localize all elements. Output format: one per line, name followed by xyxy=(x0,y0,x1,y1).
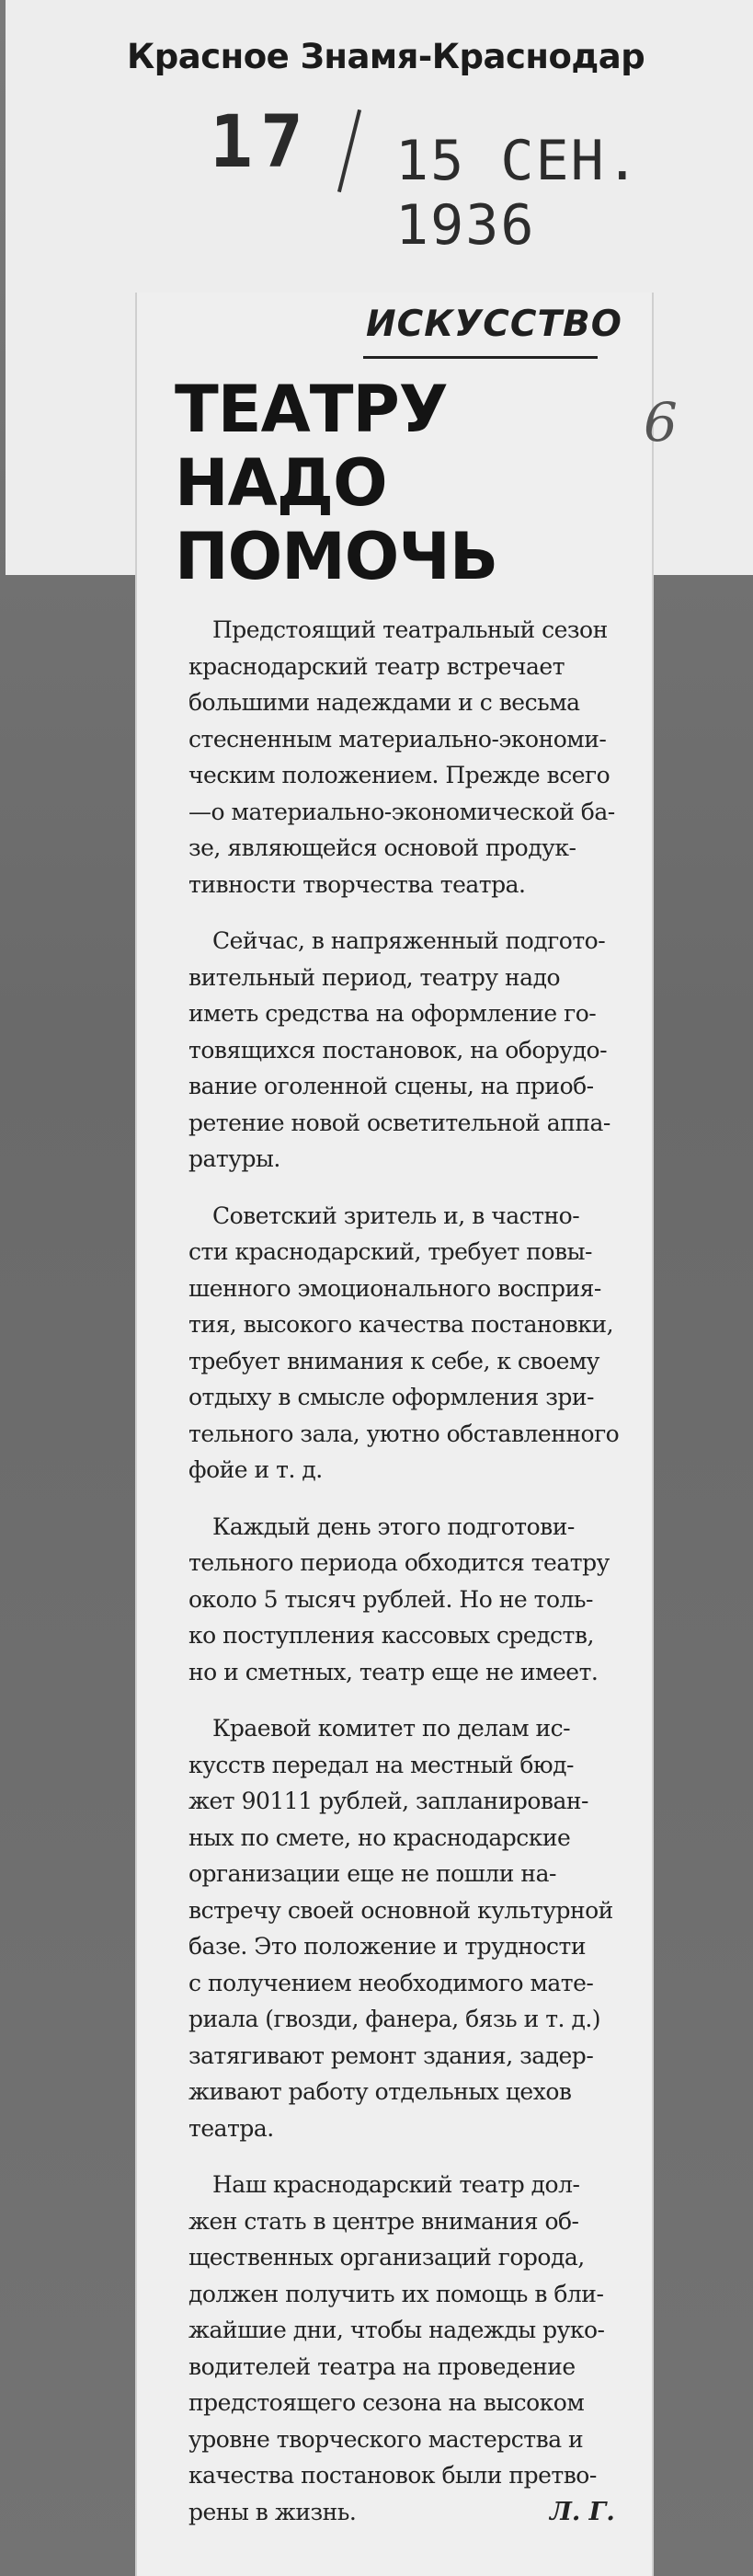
paragraph-gap xyxy=(188,1690,637,1710)
article-line: ретение новой осветительной аппа- xyxy=(188,1109,610,1136)
article-line: щественных организаций города, xyxy=(188,2244,585,2271)
article-paragraph xyxy=(188,1198,637,1489)
article-line: жен стать в центре внимания об- xyxy=(188,2207,579,2235)
article-line: большими надеждами и с весьма xyxy=(188,689,580,716)
article-line: Наш краснодарский театр дол- xyxy=(212,2171,580,2198)
article-line: но и сметных, театр еще не имеет. xyxy=(188,1658,599,1685)
article-line: стесненным материально-экономи- xyxy=(188,725,607,753)
article-headline xyxy=(175,373,497,593)
article-line: предстоящего сезона на высоком xyxy=(188,2389,585,2416)
issue-number-stamp: 17 xyxy=(210,101,311,184)
article-line: Каждый день этого подготови- xyxy=(212,1512,575,1540)
article-line: затягивают ремонт здания, задер- xyxy=(188,2041,594,2069)
article-line: живают работу отдельных цехов xyxy=(188,2078,572,2105)
article-line: кусств передал на местный бюд- xyxy=(188,1751,574,1778)
article-line: отдыху в смысле оформления зри- xyxy=(188,1384,595,1410)
article-line: зе, являющейся основой продук- xyxy=(188,834,576,861)
article-line: тельного периода обходится театру xyxy=(188,1549,610,1576)
paragraph-gap xyxy=(188,1489,637,1509)
article-paragraph xyxy=(188,2167,637,2530)
article-paragraph xyxy=(188,1710,637,2146)
article-line: краснодарский театр встречает xyxy=(188,652,565,680)
article-line: рены в жизнь. xyxy=(188,2498,357,2525)
article-line: вительный период, театру надо xyxy=(188,963,561,991)
article-line: Краевой комитет по делам ис- xyxy=(212,1715,571,1742)
article-line: —о материально-экономической ба- xyxy=(188,798,615,825)
article-body xyxy=(188,612,637,2530)
article-line: жет 90111 рублей, запланирован- xyxy=(188,1788,589,1814)
article-paragraph xyxy=(188,612,637,903)
article-line: качества постановок были претво- xyxy=(188,2462,597,2489)
article-line: Предстоящий театральный сезон xyxy=(212,616,608,643)
article-line: шенного эмоционального восприя- xyxy=(188,1274,601,1302)
article-line: требует внимания к себе, к своему xyxy=(188,1347,600,1374)
source-stamp: Красное Знамя-Краснодар xyxy=(127,37,645,76)
article-line: тельного зала, уютно обставленного xyxy=(188,1420,620,1447)
headline-line: НАДО xyxy=(175,445,387,521)
article-line: ко поступления кассовых средств, xyxy=(188,1622,594,1649)
article-line: товящихся постановок, на оборудо- xyxy=(188,1036,608,1064)
article-line: базе. Это положение и трудности xyxy=(188,1933,586,1960)
article-line: тия, высокого качества постановки, xyxy=(188,1311,614,1338)
article-line: организации еще не пошли на- xyxy=(188,1860,556,1887)
article-line: театра. xyxy=(188,2114,274,2142)
article-line: иметь средства на оформление го- xyxy=(188,1000,597,1027)
article-paragraph xyxy=(188,1509,637,1691)
headline-line: ПОМОЧЬ xyxy=(175,519,498,594)
article-line: фойе и т. д. xyxy=(188,1456,323,1483)
article-line: с получением необходимого мате- xyxy=(188,1969,594,1996)
article-line: жайшие дни, чтобы надежды руко- xyxy=(188,2317,605,2343)
article-line: встречу своей основной культурной xyxy=(188,1896,613,1924)
article-line: риала (гвозди, фанера, бязь и т. д.) xyxy=(188,2006,601,2032)
article-line: водителей театра на проведение xyxy=(188,2352,576,2380)
article-line: должен получить их помощь в бли- xyxy=(188,2280,604,2307)
article-line: тивности творчества театра. xyxy=(188,870,526,898)
headline-line: ТЕАТРУ xyxy=(175,372,448,447)
article-line: ческим положением. Прежде всего xyxy=(188,762,610,788)
article-line: уровне творческого мастерства и xyxy=(188,2425,584,2453)
article-line: ных по смете, но краснодарские xyxy=(188,1823,571,1851)
article-line: Советский зритель и, в частно- xyxy=(212,1202,580,1229)
article-line: ратуры. xyxy=(188,1145,280,1172)
article-line: Сейчас, в напряженный подгото- xyxy=(212,927,606,954)
article-line: вание оголенной сцены, на приоб- xyxy=(188,1073,594,1099)
date-stamp: 15 СЕН. 1936 xyxy=(395,129,641,258)
section-underline xyxy=(363,356,598,359)
section-heading: ИСКУССТВО xyxy=(366,304,622,345)
article-paragraph xyxy=(188,923,637,1178)
paragraph-gap xyxy=(188,903,637,923)
author-signature: Л. Г. xyxy=(550,2498,615,2526)
margin-number: 6 xyxy=(644,391,678,454)
article-line: около 5 тысяч рублей. Но не толь- xyxy=(188,1585,593,1613)
paragraph-gap xyxy=(188,1178,637,1198)
article-line: сти краснодарский, требует повы- xyxy=(188,1238,592,1265)
paragraph-gap xyxy=(188,2146,637,2167)
